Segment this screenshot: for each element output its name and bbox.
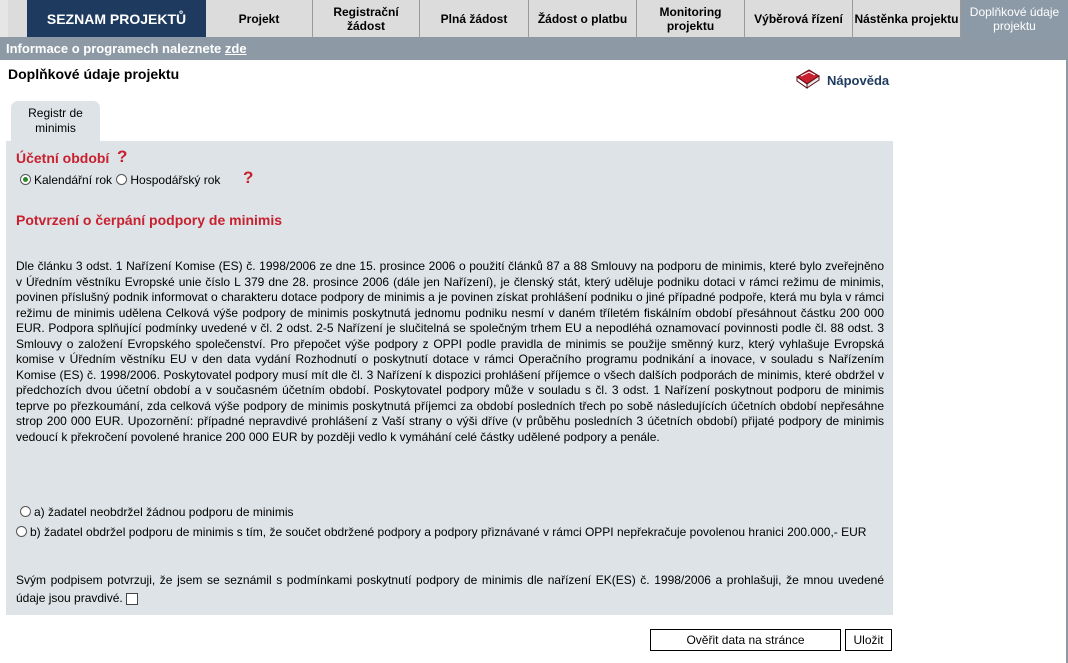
radio-kalendarni-rok[interactable] [20, 174, 31, 185]
period-options [20, 173, 220, 187]
confirmation-title: Potvrzení o čerpání podpory de minimis [16, 212, 283, 228]
nav-monitoring-projektu[interactable]: Monitoring projektu [637, 0, 745, 37]
question-mark-icon[interactable]: ? [243, 168, 254, 187]
info-text: Informace o programech naleznete [6, 41, 225, 56]
statement-text: Svým podpisem potvrzuji, že jsem se seznámil s podmínkami poskytnutí podpory de minimis dle nařízení EK(ES) č. 1998/2006 a prohlašuji, že mnou uvedené údaje jsou pravdivé. [16, 573, 884, 605]
radio-option-a[interactable] [20, 506, 31, 517]
nav-doplnkove-udaje[interactable]: Doplňkové údaje projektu [961, 0, 1068, 37]
option-a-row [20, 505, 886, 521]
label-hospodarsky-rok: Hospodářský rok [130, 173, 221, 187]
radio-option-b[interactable] [16, 526, 27, 537]
nav-registracni-zadost[interactable]: Registrační žádost [313, 0, 420, 37]
option-a-label: a) žadatel neobdržel žádnou podporu de minimis [34, 505, 294, 519]
question-mark-icon[interactable]: ? [117, 147, 128, 166]
info-bar [0, 37, 1068, 60]
label-kalendarni-rok: Kalendářní rok [34, 173, 113, 187]
nav-seznam-projektu[interactable]: SEZNAM PROJEKTŮ [27, 0, 206, 37]
nav-nastenka-projektu[interactable]: Nástěnka projektu [853, 0, 961, 37]
help-book-icon [795, 69, 821, 92]
legal-paragraph: Dle článku 3 odst. 1 Nařízení Komise (ES) č. 1998/2006 ze dne 15. prosince 2006 o použití článků 87 a 88 Smlouvy na podporu de minimis, které bylo zveřejněno v Úředním věstníku Evropské unie číslo L 379 dne 28. prosince 2006 (dále jen Nařízení), je členský stát, který uděluje podniku dotaci v rámci režimu de minimis, povinen příslušný podnik informovat o charakteru dotace podpory de minimis a je povinen získat prohlášení podniku o jiné případné podpoře, která mu byla v rámci režimu de minimis udělena Celková výše podpory de minimis poskytnutá jednomu podniku nesmí v daném tříletém fiskálním období přesáhnout částku 200 000 EUR. Podpora splňující podmínky uvedené v čl. 2 odst. 2-5 Nařízení je slučitelná se společným trhem EU a nepodléhá oznamovací povinnosti podle čl. 88 odst. 3 Smlouvy o založení Evropského společenství. Pro přepočet výše podpory z OPPI podle pravidla de minimis se použije směnný kurz, který vyhlašuje Evropská komise v Úředním věstníku EU v den data vydání Rozhodnutí o poskytnutí dotace v rámci Operačního programu podnikání a inovace, v souladu s Nařízením Komise (ES) č. 1998/2006. Poskytovatel podpory musí mít dle čl. 3 Nařízení k dispozici prohlášení příjemce o všech dalších podporách de minimis, které obdržel v předchozích dvou účetní období a v současném účetním období. Poskytovatel podpory může v souladu s čl. 3 odst. 1 Nařízení poskytnout podporu de minimis teprve po přezkoumání, zda celková výše podpory de minimis poskytnutá příjemci za období posledních třech po sobě následujících účetních období nepřesáhne strop 200 000 EUR. Upozornění: případné nepravdivé prohlášení z Vaší strany o výši dříve (v průběhu posledních 3 účetních období) přijaté podpory de minimis vedoucí k překročení povolené hranice 200 000 EUR by později vedlo k vymáhání celé částky udělené podpory a penále. [16, 259, 884, 444]
nav-projekt[interactable]: Projekt [206, 0, 313, 37]
radio-hospodarsky-rok[interactable] [116, 174, 127, 185]
statement-row [16, 571, 884, 607]
statement-checkbox[interactable] [126, 593, 138, 605]
help-label: Nápověda [827, 73, 890, 88]
tab-registr-de-minimis[interactable]: Registr de minimis [11, 101, 100, 141]
verify-button[interactable]: Ověřit data na stránce [650, 629, 841, 651]
period-title: Účetní období [16, 150, 110, 166]
option-b-label: b) žadatel obdržel podporu de minimis s tím, že součet obdržené podpory a podpory přiznávané v rámci OPPI nepřekračuje povolenou hranici 200.000,- EUR [30, 525, 867, 539]
info-link[interactable]: zde [224, 41, 247, 56]
help-link[interactable] [795, 69, 889, 92]
page-title: Doplňkové údaje projektu [8, 66, 180, 82]
option-b-row [16, 524, 884, 541]
nav-zadost-o-platbu[interactable]: Žádost o platbu [529, 0, 637, 37]
nav-vyberova-rizeni[interactable]: Výběrová řízení [745, 0, 853, 37]
nav-left-edge [0, 0, 8, 37]
save-button[interactable]: Uložit [845, 629, 892, 651]
nav-plna-zadost[interactable]: Plná žádost [420, 0, 529, 37]
